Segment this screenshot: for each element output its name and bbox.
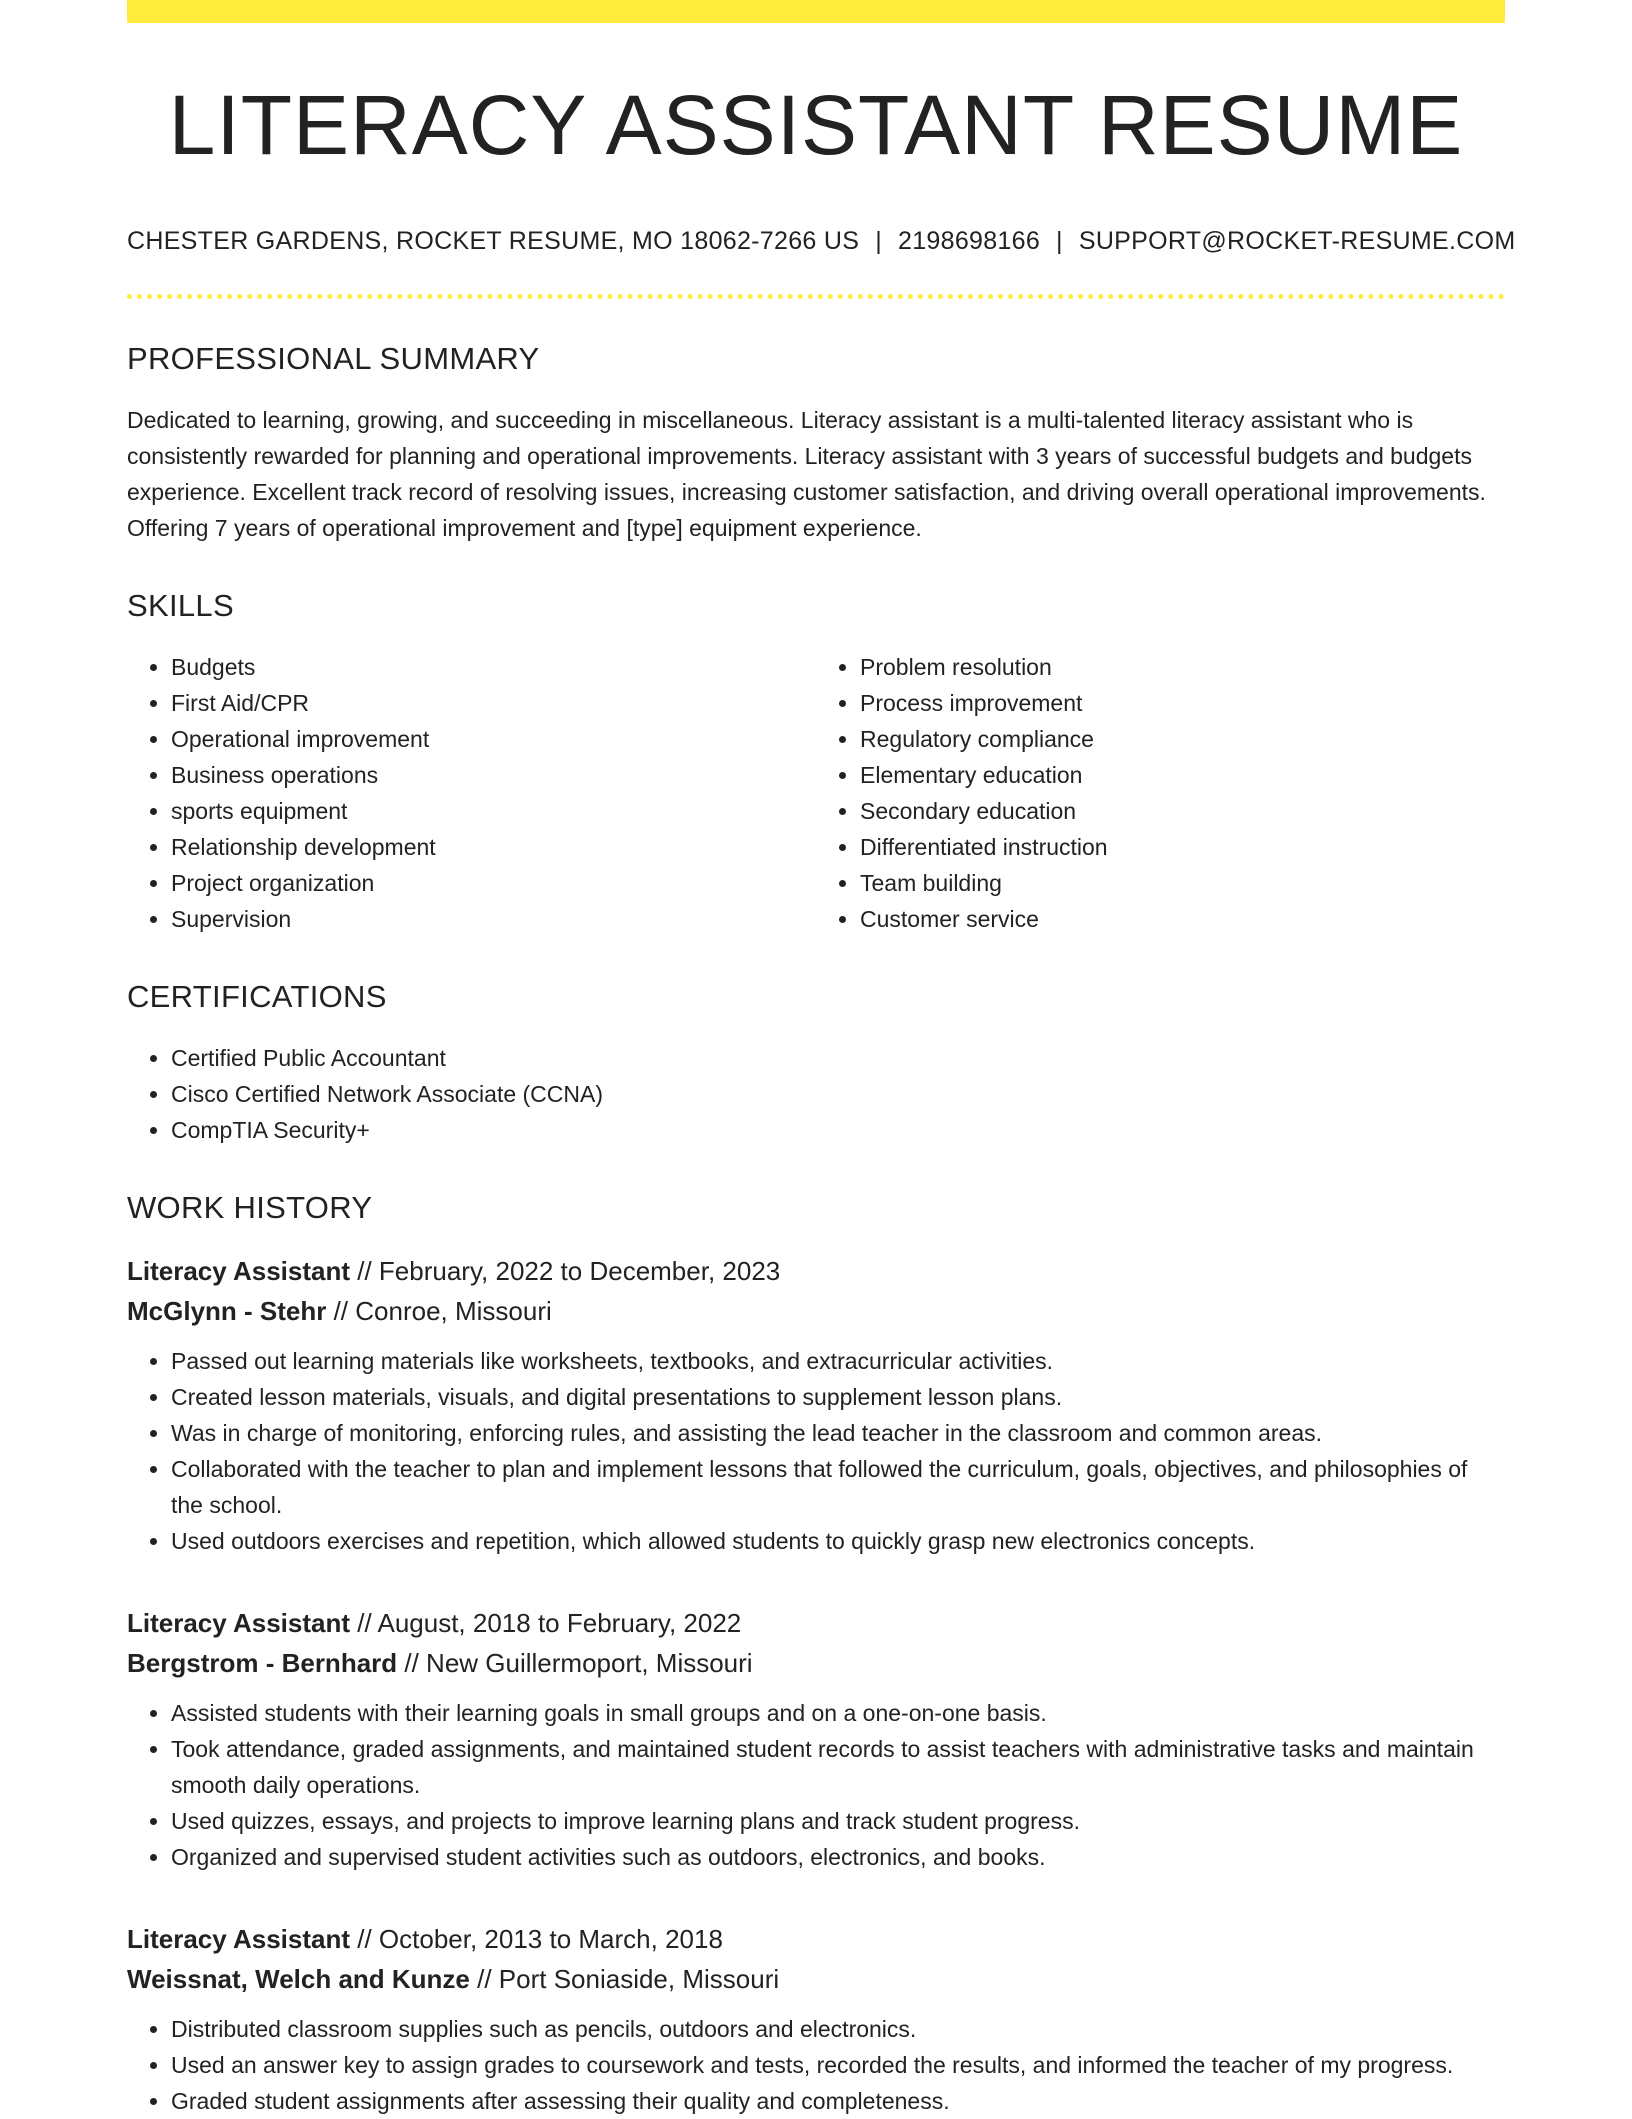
skill-item: • Customer service [860,901,1505,937]
skills-column-left [127,649,816,937]
certification-item: • Cisco Certified Network Associate (CCNA) [171,1076,1505,1112]
skills-heading: SKILLS [127,588,234,623]
certification-item: • CompTIA Security+ [171,1112,1505,1148]
resume-title: LITERACY ASSISTANT RESUME [168,78,1464,172]
skill-item: • sports equipment [171,793,816,829]
job-entry [127,1603,1505,1875]
skill-item: • Secondary education [860,793,1505,829]
job-location: // New Guillermoport, Missouri [397,1648,753,1678]
skill-item: • Process improvement [860,685,1505,721]
skill-item: • Operational improvement [171,721,816,757]
job-duty: • Graded student assignments after assessing their quality and completeness. [171,2083,1505,2119]
skill-item: • Differentiated instruction [860,829,1505,865]
job-location: // Port Soniaside, Missouri [469,1964,780,1994]
skill-item: • Business operations [171,757,816,793]
job-company: McGlynn - Stehr [127,1296,327,1326]
job-company-line [127,1291,1505,1331]
job-dates: // October, 2013 to March, 2018 [350,1924,723,1954]
job-duty: • Collaborated with the teacher to plan and implement lessons that followed the curriculum, goals, objectives, and philosophies of the school. [171,1451,1505,1523]
job-duty: • Distributed classroom supplies such as pencils, outdoors and electronics. [171,2011,1505,2047]
skill-item: • Supervision [171,901,816,937]
skills-list [127,649,1505,937]
job-duty: • Created lesson materials, visuals, and digital presentations to supplement lesson plans. [171,1379,1505,1415]
dotted-divider [127,294,1505,299]
job-duty: • Organized and supervised student activities such as outdoors, electronics, and books. [171,1839,1505,1875]
skill-item: • Elementary education [860,757,1505,793]
certifications-list [127,1040,1505,1148]
job-duty: • Assisted students with their learning goals in small groups and on a one-on-one basis. [171,1695,1505,1731]
summary-heading: PROFESSIONAL SUMMARY [127,341,540,376]
job-duty: • Passed out learning materials like worksheets, textbooks, and extracurricular activities. [171,1343,1505,1379]
contact-phone: 2198698166 [898,227,1041,255]
skill-item: • Budgets [171,649,816,685]
job-company: Weissnat, Welch and Kunze [127,1964,470,1994]
contact-separator: | [875,227,882,255]
contact-email: SUPPORT@ROCKET-RESUME.COM [1078,227,1516,255]
job-location: // Conroe, Missouri [326,1296,552,1326]
skill-item: • First Aid/CPR [171,685,816,721]
job-duties [127,2011,1505,2119]
skill-item: • Regulatory compliance [860,721,1505,757]
certifications-heading: CERTIFICATIONS [127,979,387,1014]
job-title: Literacy Assistant [127,1608,351,1638]
skills-column-right [816,649,1505,937]
job-dates: // August, 2018 to February, 2022 [350,1608,742,1638]
job-duty: • Used quizzes, essays, and projects to improve learning plans and track student progress. [171,1803,1505,1839]
skill-item: • Relationship development [171,829,816,865]
job-duty: • Was in charge of monitoring, enforcing rules, and assisting the lead teacher in the classroom and common areas. [171,1415,1505,1451]
job-title-line [127,1603,1505,1643]
job-dates: // February, 2022 to December, 2023 [350,1256,781,1286]
certification-item: • Certified Public Accountant [171,1040,1505,1076]
job-entry [127,1251,1505,1559]
skill-item: • Team building [860,865,1505,901]
job-title-line [127,1919,1505,1959]
job-company: Bergstrom - Bernhard [127,1648,398,1678]
job-duty: • Used an answer key to assign grades to coursework and tests, recorded the results, and informed the teacher of my progress. [171,2047,1505,2083]
job-entry [127,1919,1505,2119]
contact-separator: | [1056,227,1063,255]
skill-item: • Project organization [171,865,816,901]
job-duties [127,1695,1505,1875]
job-company-line [127,1959,1505,1999]
job-company-line [127,1643,1505,1683]
resume-page [127,0,1516,2119]
job-duties [127,1343,1505,1559]
job-duty: • Took attendance, graded assignments, and maintained student records to assist teachers with administrative tasks and maintain smooth daily operations. [171,1731,1505,1803]
contact-line [127,227,1516,256]
job-title: Literacy Assistant [127,1256,351,1286]
summary-text: Dedicated to learning, growing, and succeeding in miscellaneous. Literacy assistant is a multi-talented literacy assistant who is consistently rewarded for planning and operational improvements. Literacy assistant with 3 years of successful budgets and budgets experience. Excellent track record of resolving issues, increasing customer satisfaction, and driving overall operational improvements. Offering 7 years of operational improvement and [type] equipment experience. [127,407,1486,541]
top-accent-bar [127,0,1505,23]
skill-item: • Problem resolution [860,649,1505,685]
contact-address: CHESTER GARDENS, ROCKET RESUME, MO 18062-7266 US [127,227,860,255]
job-title-line [127,1251,1505,1291]
job-duty: • Used outdoors exercises and repetition, which allowed students to quickly grasp new electronics concepts. [171,1523,1505,1559]
work-history-heading: WORK HISTORY [127,1190,373,1225]
job-title: Literacy Assistant [127,1924,351,1954]
